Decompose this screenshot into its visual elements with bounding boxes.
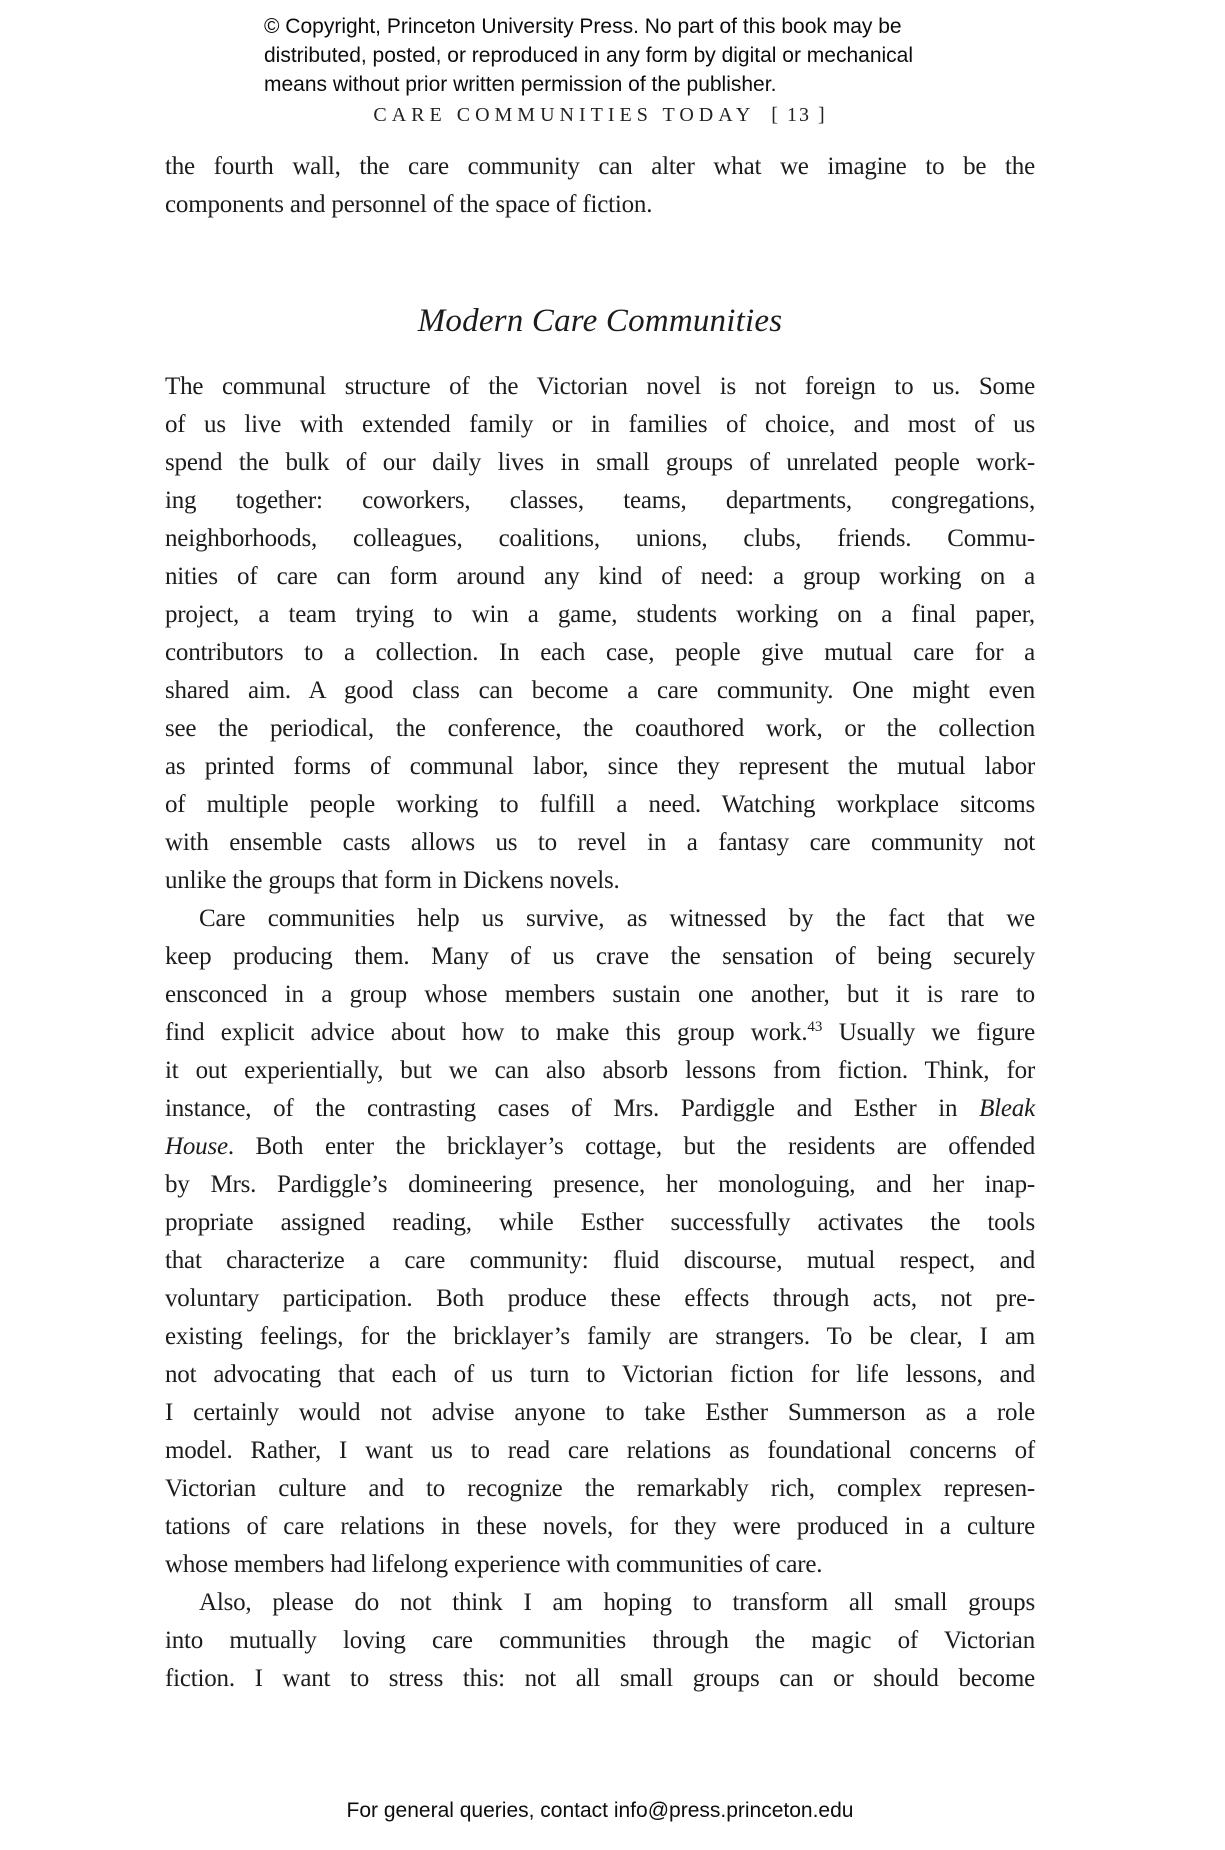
text-line: it out experientially, but we can also absorb lessons from fiction. Think, for	[165, 1057, 1035, 1084]
text-line: spend the bulk of our daily lives in small groups of unrelated people work-	[165, 449, 1035, 476]
text-line: whose members had lifelong experience with communities of care.	[165, 1551, 823, 1578]
text-line: as printed forms of communal labor, since they represent the mutual labor	[165, 753, 1035, 780]
text-line: that characterize a care community: fluid discourse, mutual respect, and	[165, 1247, 1035, 1274]
text-line: Also, please do not think I am hoping to transform all small groups	[199, 1589, 1035, 1616]
copyright-line: means without prior written permission of the publisher.	[264, 73, 777, 96]
paragraph	[165, 368, 1035, 900]
body-paragraphs-slot	[165, 368, 1035, 1698]
paragraph	[165, 1584, 1035, 1698]
text-line: tations of care relations in these novels, for they were produced in a culture	[165, 1513, 1035, 1540]
text-line: model. Rather, I want us to read care relations as foundational concerns of	[165, 1437, 1035, 1464]
text-line: shared aim. A good class can become a care community. One might even	[165, 677, 1035, 704]
text-line: into mutually loving care communities through the magic of Victorian	[165, 1627, 1035, 1654]
page-number: [ 13 ]	[771, 104, 827, 126]
text-line: voluntary participation. Both produce these effects through acts, not pre-	[165, 1285, 1035, 1312]
text-line: not advocating that each of us turn to Victorian fiction for life lessons, and	[165, 1361, 1035, 1388]
text-line: ing together: coworkers, classes, teams, departments, congregations,	[165, 487, 1035, 514]
text-line: propriate assigned reading, while Esther successfully activates the tools	[165, 1209, 1035, 1236]
text-line: unlike the groups that form in Dickens novels.	[165, 867, 620, 894]
text-line: existing feelings, for the bricklayer’s family are strangers. To be clear, I am	[165, 1323, 1035, 1350]
copyright-notice	[264, 12, 1004, 99]
copyright-line: distributed, posted, or reproduced in any form by digital or mechanical	[264, 44, 914, 67]
text-line: project, a team trying to win a game, students working on a final paper,	[165, 601, 1035, 628]
text-line: the fourth wall, the care community can alter what we imagine to be the	[165, 153, 1035, 180]
paragraph	[165, 148, 1035, 224]
text-line: keep producing them. Many of us crave the sensation of being securely	[165, 943, 1035, 970]
text-line: Victorian culture and to recognize the remarkably rich, complex represen-	[165, 1475, 1035, 1502]
text-line: of multiple people working to fulfill a need. Watching workplace sitcoms	[165, 791, 1035, 818]
text-line: fiction. I want to stress this: not all small groups can or should become	[165, 1665, 1035, 1692]
paragraph	[165, 900, 1035, 1584]
text-line: House. Both enter the bricklayer’s cottage, but the residents are offended	[165, 1133, 1035, 1160]
text-line: by Mrs. Pardiggle’s domineering presence, her monologuing, and her inap-	[165, 1171, 1035, 1198]
text-line: contributors to a collection. In each case, people give mutual care for a	[165, 639, 1035, 666]
text-line: nities of care can form around any kind of need: a group working on a	[165, 563, 1035, 590]
running-head-title: CARE COMMUNITIES TODAY	[373, 104, 756, 126]
section-heading: Modern Care Communities	[417, 303, 783, 339]
text-line: Care communities help us survive, as witnessed by the fact that we	[199, 905, 1035, 932]
text-line: components and personnel of the space of fiction.	[165, 191, 653, 218]
intro-paragraph-slot	[165, 148, 1035, 224]
footer-contact: For general queries, contact info@press.princeton.edu	[346, 1799, 854, 1822]
text-line: find explicit advice about how to make this group work.$^{43}$ Usually we figure	[165, 1019, 1035, 1046]
text-line: with ensemble casts allows us to revel in a fantasy care community not	[165, 829, 1035, 856]
text-line: of us live with extended family or in families of choice, and most of us	[165, 411, 1035, 438]
text-column	[165, 148, 1035, 1698]
text-line: The communal structure of the Victorian novel is not foreign to us. Some	[165, 373, 1035, 400]
footnote-reference: 43	[807, 1019, 823, 1035]
text-line: ensconced in a group whose members sustain one another, but it is rare to	[165, 981, 1035, 1008]
text-line: neighborhoods, colleagues, coalitions, unions, clubs, friends. Commu-	[165, 525, 1035, 552]
text-line: see the periodical, the conference, the coauthored work, or the collection	[165, 715, 1035, 742]
text-line: instance, of the contrasting cases of Mrs. Pardiggle and Esther in Bleak	[165, 1095, 1035, 1122]
text-line: I certainly would not advise anyone to take Esther Summerson as a role	[165, 1399, 1035, 1426]
copyright-line: © Copyright, Princeton University Press. No part of this book may be	[264, 15, 902, 38]
running-head	[165, 104, 1035, 127]
